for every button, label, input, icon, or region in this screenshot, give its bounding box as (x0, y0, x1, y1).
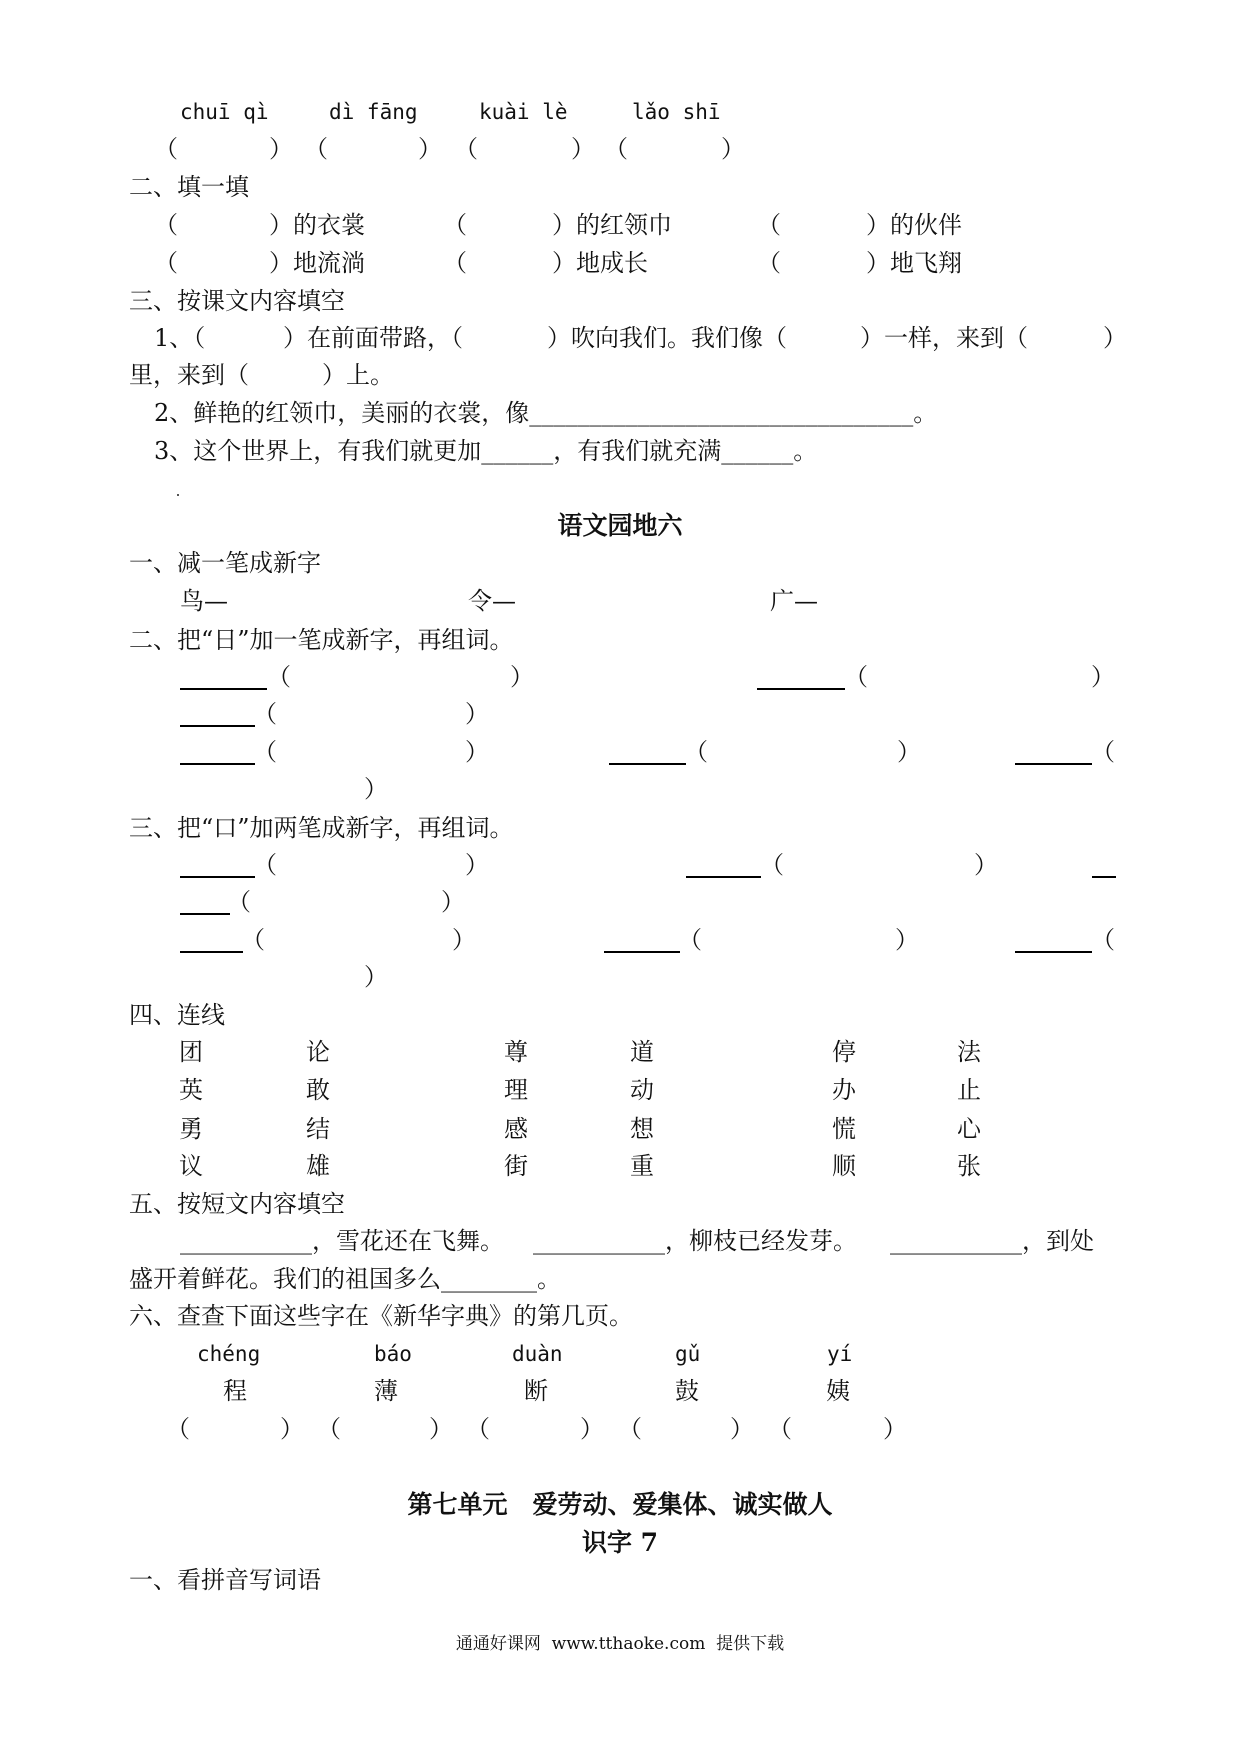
paren-close: ） (730, 1415, 754, 1443)
match-char: 论 (306, 1038, 330, 1066)
paren-close: ） (269, 135, 293, 163)
paren-close: ） (721, 135, 745, 163)
fill-sentence: 2、鲜艳的红领巾，美丽的衣裳，像________________________________。 (154, 399, 938, 427)
question-title: 三、把“口”加两笔成新字，再组词。 (129, 814, 514, 842)
paren-close: ） (364, 775, 388, 803)
paren-open: （ (1091, 926, 1115, 954)
stray-mark (177, 494, 179, 496)
fill-sentence-part: ___________，柳枝已经发芽。 (533, 1227, 857, 1255)
pinyin-word: dì fāng (329, 100, 418, 124)
blank-line (180, 927, 243, 953)
paren-open: （ (684, 738, 708, 766)
stroke-item: 广— (770, 587, 818, 615)
paren-open: （ (166, 1415, 190, 1443)
lesson-heading: 识字 7 (581, 1528, 659, 1557)
paren-close: ） (897, 738, 921, 766)
stroke-item: 鸟— (180, 587, 228, 615)
dictionary-char: 断 (524, 1377, 548, 1405)
blank-line (1015, 739, 1092, 765)
match-char: 重 (630, 1152, 654, 1180)
paren-open: （ (678, 926, 702, 954)
match-char: 想 (630, 1115, 654, 1143)
blank-line (180, 739, 255, 765)
match-char: 感 (504, 1115, 528, 1143)
pinyin-word: lǎo shī (632, 100, 721, 124)
section-heading: 语文园地六 (557, 511, 683, 540)
match-char: 英 (179, 1076, 203, 1104)
paren-open: （ (757, 249, 781, 277)
fill-sentence-part: ）在前面带路，（ (283, 324, 463, 352)
paren-close: ） (580, 1415, 604, 1443)
match-char: 结 (306, 1115, 330, 1143)
paren-close: ） (510, 663, 534, 691)
paren-close: ） (974, 851, 998, 879)
pinyin-word: gǔ (675, 1342, 701, 1366)
fill-sentence-part: ___________，到处 (890, 1227, 1094, 1255)
paren-close: ） (465, 851, 489, 879)
stroke-item: 令— (468, 587, 516, 615)
match-char: 张 (957, 1152, 981, 1180)
match-char: 道 (630, 1038, 654, 1066)
paren-open: （ (604, 135, 628, 163)
blank-line (180, 852, 255, 878)
question-title: 三、按课文内容填空 (129, 287, 345, 315)
paren-open: （ (317, 1415, 341, 1443)
dictionary-char: 鼓 (675, 1377, 699, 1405)
paren-open: （ (844, 663, 868, 691)
match-char: 街 (504, 1152, 528, 1180)
fill-sentence: 3、这个世界上，有我们就更加______，有我们就充满______。 (154, 437, 818, 465)
question-title: 六、查查下面这些字在《新华字典》的第几页。 (129, 1302, 633, 1330)
dictionary-char: 程 (223, 1377, 247, 1405)
match-char: 法 (957, 1038, 981, 1066)
paren-open: （ (760, 851, 784, 879)
paren-close: ） (418, 135, 442, 163)
fill-phrase: ）的伙伴 (866, 211, 962, 239)
match-char: 尊 (504, 1038, 528, 1066)
fill-phrase: ）地飞翔 (866, 249, 962, 277)
paren-open: （ (1091, 738, 1115, 766)
question-title: 一、看拼音写词语 (129, 1566, 321, 1594)
match-char: 勇 (179, 1115, 203, 1143)
blank-line (609, 739, 686, 765)
paren-open: （ (466, 1415, 490, 1443)
match-char: 雄 (306, 1152, 330, 1180)
fill-sentence-part: 里，来到（ (129, 361, 249, 389)
pinyin-word: báo (374, 1342, 412, 1366)
paren-open: （ (768, 1415, 792, 1443)
dictionary-char: 姨 (826, 1377, 850, 1405)
paren-open: （ (154, 135, 178, 163)
paren-open: （ (443, 249, 467, 277)
footer-credit: 通通好课网 www.tthaoke.com 提供下载 (455, 1634, 785, 1654)
blank-line (604, 927, 680, 953)
paren-open: （ (304, 135, 328, 163)
fill-sentence: 盛开着鲜花。我们的祖国多么________。 (129, 1265, 561, 1293)
paren-close: ） (280, 1415, 304, 1443)
blank-line (757, 664, 845, 690)
blank-line (180, 664, 267, 690)
pinyin-word: duàn (512, 1342, 563, 1366)
paren-close: ） (571, 135, 595, 163)
paren-close: ） (452, 926, 476, 954)
paren-open: （ (267, 663, 291, 691)
pinyin-word: yí (827, 1342, 853, 1366)
pinyin-word: chuī qì (180, 100, 269, 124)
match-char: 议 (179, 1152, 203, 1180)
paren-close: ） (465, 738, 489, 766)
paren-open: （ (443, 211, 467, 239)
fill-phrase: ）地成长 (552, 249, 648, 277)
fill-sentence-part: ）一样，来到（ (860, 324, 1028, 352)
unit-heading: 第七单元 爱劳动、爱集体、诚实做人 (407, 1490, 833, 1519)
fill-sentence-part: ） (1103, 324, 1127, 352)
match-char: 动 (630, 1076, 654, 1104)
pinyin-word: kuài lè (479, 100, 568, 124)
match-char: 办 (832, 1076, 856, 1104)
paren-open: （ (227, 888, 251, 916)
paren-open: （ (253, 700, 277, 728)
fill-phrase: ）的红领巾 (552, 211, 672, 239)
blank-line (180, 889, 230, 915)
match-char: 止 (957, 1076, 981, 1104)
match-char: 停 (832, 1038, 856, 1066)
question-title: 五、按短文内容填空 (129, 1190, 345, 1218)
paren-close: ） (364, 963, 388, 991)
blank-line (180, 701, 255, 727)
paren-close: ） (441, 888, 465, 916)
paren-open: （ (241, 926, 265, 954)
paren-open: （ (253, 738, 277, 766)
paren-close: ） (465, 700, 489, 728)
fill-sentence-part: 1、（ (154, 324, 206, 352)
match-char: 顺 (832, 1152, 856, 1180)
pinyin-word: chéng (197, 1342, 261, 1366)
paren-open: （ (253, 851, 277, 879)
dictionary-char: 薄 (374, 1377, 398, 1405)
fill-sentence-part: ）吹向我们。我们像（ (547, 324, 787, 352)
paren-close: ） (895, 926, 919, 954)
paren-open: （ (618, 1415, 642, 1443)
blank-line (1015, 927, 1092, 953)
fill-sentence-part: ___________，雪花还在飞舞。 (180, 1227, 504, 1255)
paren-close: ） (883, 1415, 907, 1443)
question-title: 二、填一填 (129, 173, 249, 201)
question-title: 一、减一笔成新字 (129, 549, 321, 577)
paren-open: （ (454, 135, 478, 163)
blank-line (686, 852, 761, 878)
fill-phrase: ）地流淌 (269, 249, 365, 277)
match-char: 心 (957, 1115, 981, 1143)
fill-sentence-part: ）上。 (322, 361, 394, 389)
paren-open: （ (154, 211, 178, 239)
blank-line (1092, 852, 1116, 878)
fill-phrase: ）的衣裳 (269, 211, 365, 239)
paren-close: ） (429, 1415, 453, 1443)
match-char: 慌 (832, 1115, 856, 1143)
paren-open: （ (154, 249, 178, 277)
match-char: 团 (179, 1038, 203, 1066)
paren-close: ） (1091, 663, 1115, 691)
question-title: 四、连线 (129, 1001, 225, 1029)
paren-open: （ (757, 211, 781, 239)
match-char: 敢 (306, 1076, 330, 1104)
question-title: 二、把“日”加一笔成新字，再组词。 (129, 626, 514, 654)
match-char: 理 (504, 1076, 528, 1104)
